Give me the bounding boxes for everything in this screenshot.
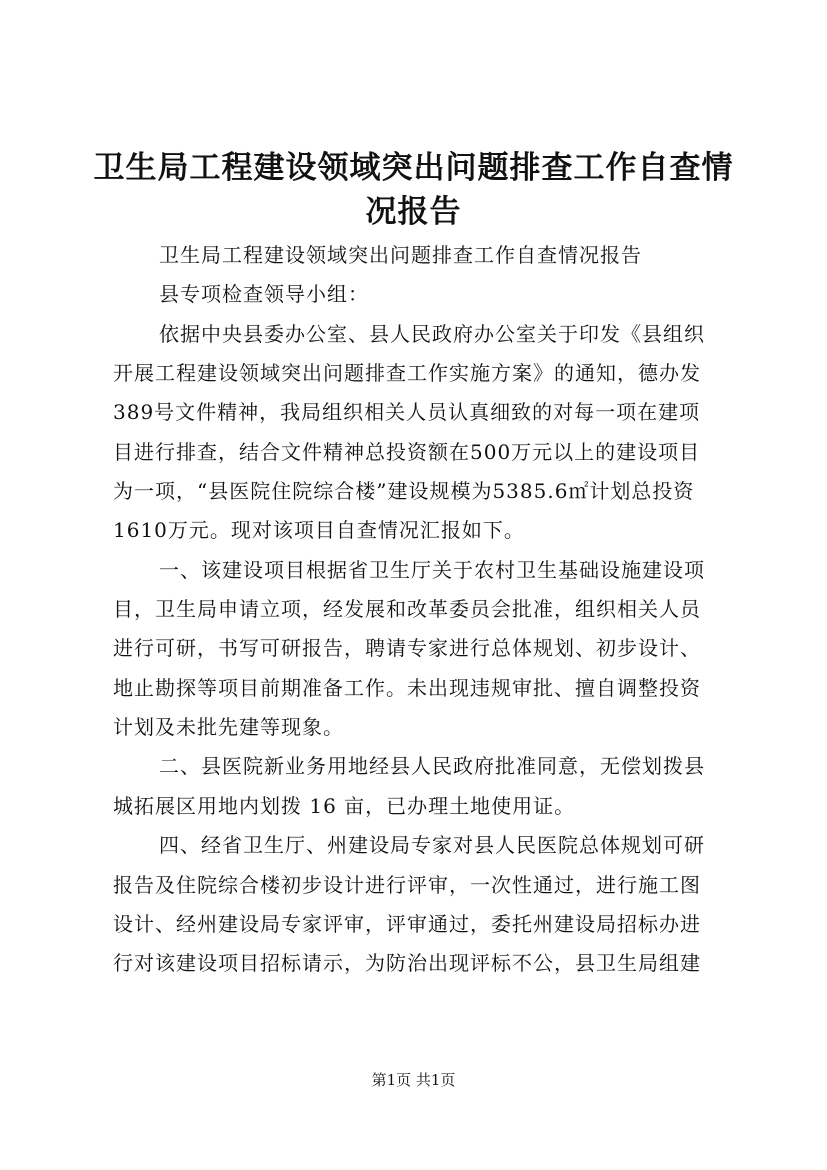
text-line: 县专项检查领导小组： [159,282,369,307]
document-title-line-2: 况报告 [365,194,462,230]
document-title-line-1: 卫生局工程建设领域突出问题排查工作自查情 [93,150,734,186]
text-line: 卫生局工程建设领域突出问题排查工作自查情况报告 [159,243,642,267]
text-line: 389号文件精神，我局组织相关人员认真细致的对每一项在建项 [113,400,701,425]
text-line: 设计、经州建设局专家评审，评审通过，委托州建设局招标办进 [113,911,701,936]
text-line: 城拓展区用地内划拨 16 亩，已办理土地使用证。 [113,793,576,818]
page-footer: 第1页 共1页 [371,1071,456,1089]
text-line: 开展工程建设领域突出问题排查工作实施方案》的通知，德办发 [113,361,701,386]
text-line: 行对该建设项目招标请示，为防治出现评标不公，县卫生局组建 [113,951,701,976]
text-line: 四、经省卫生厅、州建设局专家对县人民医院总体规划可研 [159,833,705,858]
text-line: 二、县医院新业务用地经县人民政府批准同意，无偿划拨县 [159,754,705,779]
text-line: 进行可研，书写可研报告，聘请专家进行总体规划、初步设计、 [113,636,701,661]
document-body [113,236,743,984]
text-line: 为一项，“县医院住院综合楼”建设规模为5385.6㎡计划总投资 [113,479,695,504]
text-line: 目进行排查，结合文件精神总投资额在500万元以上的建设项目 [113,439,701,464]
text-line: 依据中央县委办公室、县人民政府办公室关于印发《县组织 [159,321,705,346]
text-line: 一、该建设项目根据省卫生厅关于农村卫生基础设施建设项 [159,557,705,582]
text-line: 计划及未批先建等现象。 [113,715,344,740]
text-line: 1610万元。现对该项目自查情况汇报如下。 [113,518,525,543]
text-line: 地止勘探等项目前期准备工作。未出现违规审批、擅自调整投资 [113,675,701,700]
text-line: 目，卫生局申请立项，经发展和改革委员会批准，组织相关人员 [113,597,701,622]
text-line: 报告及住院综合楼初步设计进行评审，一次性通过，进行施工图 [113,872,701,897]
